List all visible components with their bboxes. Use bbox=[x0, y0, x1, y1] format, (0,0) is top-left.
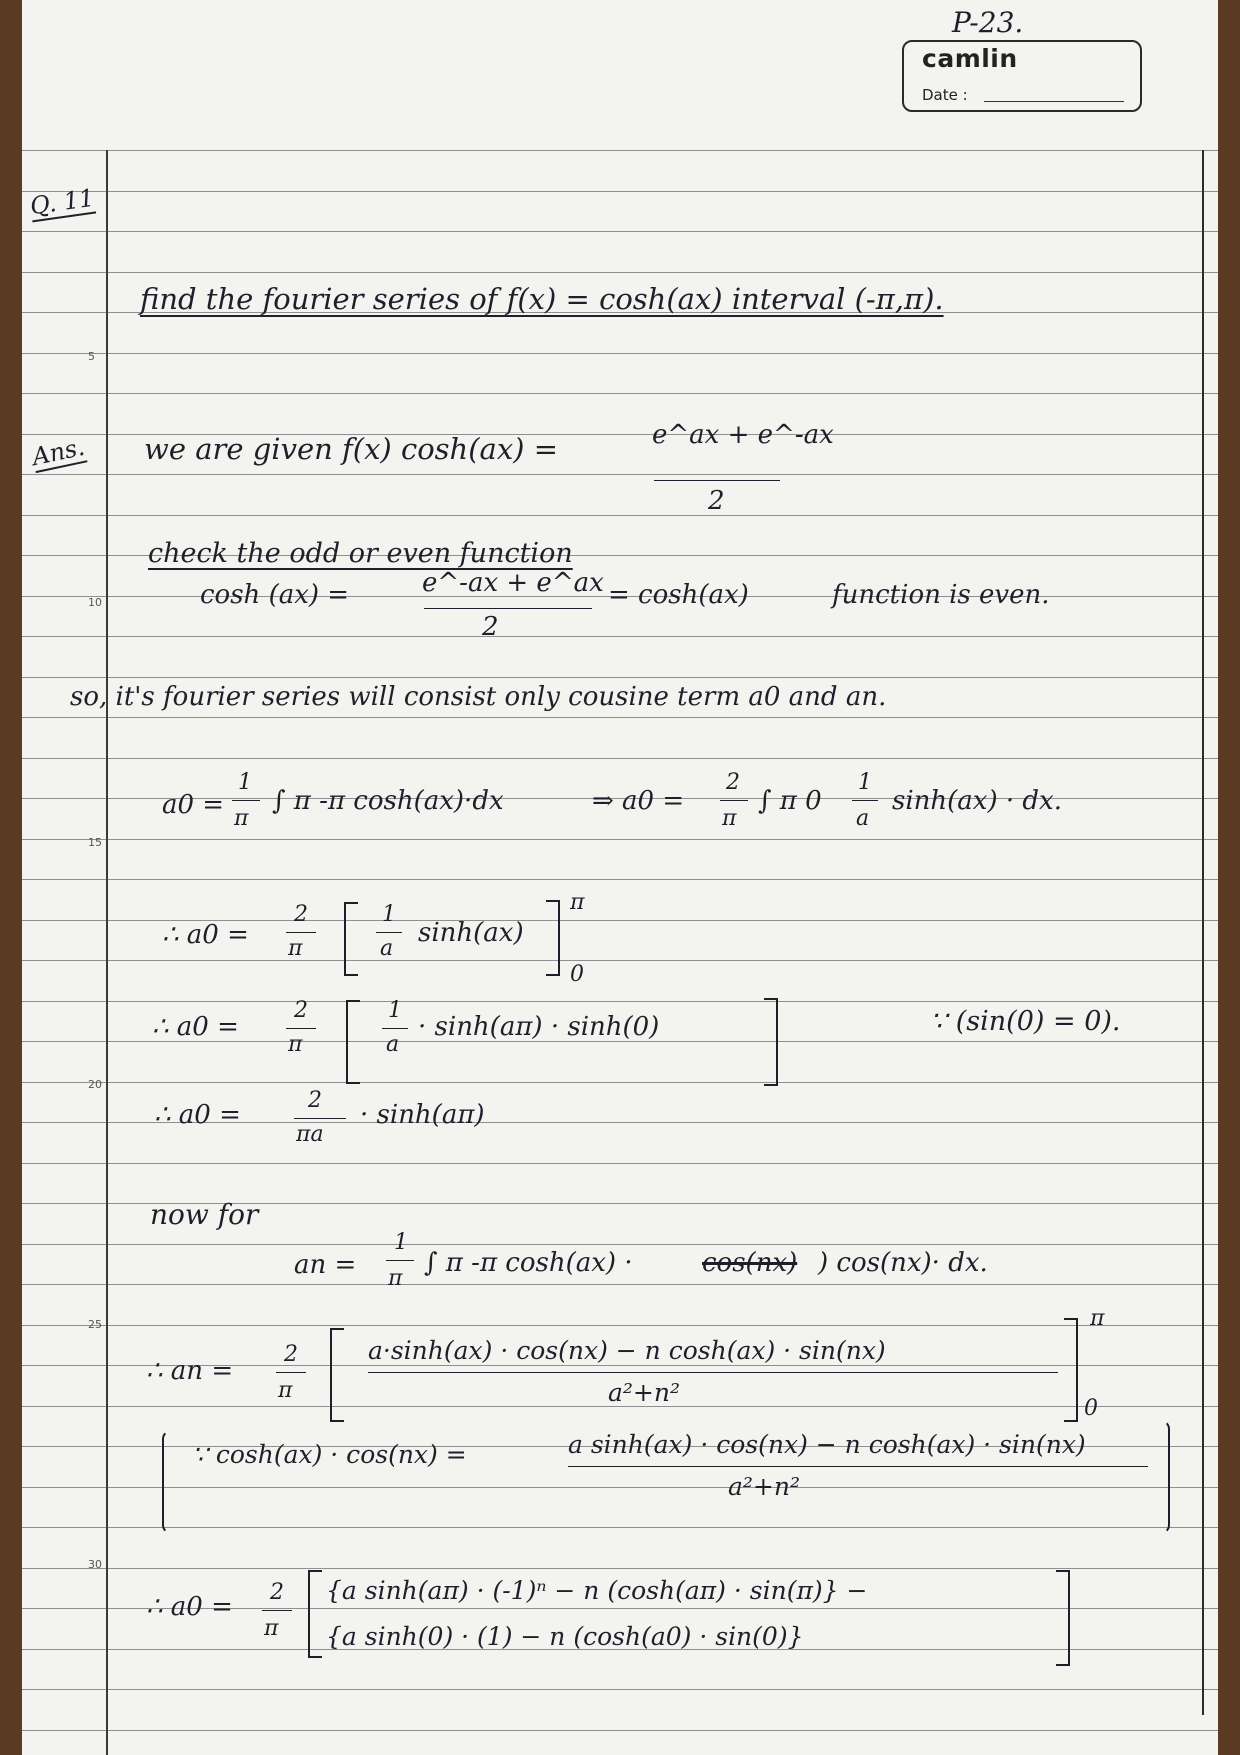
left-bracket bbox=[346, 1000, 360, 1084]
ruled-line bbox=[22, 1001, 1218, 1002]
fraction-bar bbox=[720, 800, 748, 801]
ruled-line bbox=[22, 839, 1218, 840]
step4-denominator: a²+n² bbox=[608, 1378, 680, 1407]
a0-def-frac3-num: 1 bbox=[858, 770, 872, 795]
an-frac-num: 1 bbox=[394, 1230, 408, 1255]
step3-lhs: ∴ a0 = bbox=[154, 1100, 241, 1130]
ruled-line bbox=[22, 717, 1218, 718]
step3-frac-den: πa bbox=[296, 1122, 324, 1147]
a0-def-integral2: ∫ π 0 bbox=[758, 786, 822, 816]
right-paren bbox=[1152, 1420, 1170, 1534]
ruled-line bbox=[22, 150, 1218, 151]
step2-inner-tail: · sinh(aπ) · sinh(0) bbox=[418, 1012, 660, 1042]
a0-def-integral: ∫ π -π cosh(ax)·dx bbox=[272, 786, 504, 816]
ruled-line bbox=[22, 393, 1218, 394]
ruled-line bbox=[22, 960, 1218, 961]
right-bracket bbox=[1056, 1570, 1070, 1666]
fraction-bar bbox=[294, 1118, 346, 1119]
fraction-bar bbox=[654, 480, 780, 481]
step2-inner-den: a bbox=[386, 1032, 400, 1057]
so-line: so, it's fourier series will consist only cousine term a0 and an. bbox=[70, 682, 887, 712]
step5-line1: {a sinh(aπ) · (-1)ⁿ − n (cosh(aπ) · sin(π)} − bbox=[326, 1576, 868, 1605]
step4-frac-den: π bbox=[278, 1378, 293, 1403]
note-lhs: ∵ cosh(ax) · cos(nx) = bbox=[192, 1440, 467, 1469]
cosh-lhs: cosh (ax) = bbox=[200, 580, 350, 610]
ruled-line bbox=[22, 353, 1218, 354]
step2-note: ∵ (sin(0) = 0). bbox=[930, 1006, 1121, 1037]
ruled-line bbox=[22, 1527, 1218, 1528]
fraction-bar bbox=[286, 1028, 316, 1029]
right-bracket bbox=[764, 998, 778, 1086]
left-bracket bbox=[344, 902, 358, 976]
margin-number: 25 bbox=[88, 1318, 102, 1331]
a0-def-frac2-den: π bbox=[722, 806, 737, 831]
step1-inner-num: 1 bbox=[382, 902, 396, 927]
step1-lhs: ∴ a0 = bbox=[162, 920, 249, 950]
ruled-line bbox=[22, 231, 1218, 232]
ruled-line bbox=[22, 1730, 1218, 1731]
step5-line2: {a sinh(0) · (1) − n (cosh(a0) · sin(0)} bbox=[326, 1622, 804, 1651]
step1-inner-tail: sinh(ax) bbox=[418, 918, 524, 948]
ruled-line bbox=[22, 758, 1218, 759]
margin-number: 30 bbox=[88, 1558, 102, 1571]
step4-lhs: ∴ an = bbox=[146, 1356, 234, 1386]
check-text: check the odd or even function bbox=[148, 538, 573, 569]
margin-number: 10 bbox=[88, 596, 102, 609]
note-numerator: a sinh(ax) · cos(nx) − n cosh(ax) · sin(nx) bbox=[568, 1430, 1086, 1459]
ruled-line bbox=[22, 1163, 1218, 1164]
note-denominator: a²+n² bbox=[728, 1472, 800, 1501]
fraction-bar bbox=[568, 1466, 1148, 1467]
given-denominator: 2 bbox=[708, 486, 725, 516]
a0-def-arrow: ⇒ a0 = bbox=[592, 786, 685, 816]
ruled-line bbox=[22, 1487, 1218, 1488]
cosh-numerator: e^-ax + e^ax bbox=[422, 568, 604, 598]
right-bracket bbox=[1064, 1318, 1078, 1422]
margin-number: 5 bbox=[88, 350, 95, 363]
ruled-line bbox=[22, 1689, 1218, 1690]
a0-def-frac-den: π bbox=[234, 806, 249, 831]
step5-lhs: ∴ a0 = bbox=[146, 1592, 233, 1622]
even-text: function is even. bbox=[832, 580, 1050, 610]
step1-lower-limit: 0 bbox=[570, 962, 584, 987]
now-for-text: now for bbox=[150, 1198, 259, 1231]
an-tail: ) cos(nx)· dx. bbox=[818, 1248, 988, 1278]
fraction-bar bbox=[852, 800, 878, 801]
step4-frac-num: 2 bbox=[284, 1342, 298, 1367]
an-struck-term: cos(nx) bbox=[702, 1248, 798, 1278]
left-paren bbox=[162, 1430, 180, 1534]
notebook-page bbox=[22, 0, 1218, 1755]
given-numerator: e^ax + e^-ax bbox=[652, 420, 834, 450]
step2-lhs: ∴ a0 = bbox=[152, 1012, 239, 1042]
step4-numerator: a·sinh(ax) · cos(nx) − n cosh(ax) · sin(nx) bbox=[368, 1336, 886, 1365]
page-edge-line bbox=[1202, 150, 1204, 1715]
ruled-line bbox=[22, 272, 1218, 273]
a0-def-frac2-num: 2 bbox=[726, 770, 740, 795]
left-bracket bbox=[308, 1570, 322, 1658]
answer-label: Ans. bbox=[29, 432, 88, 472]
step4-lower-limit: 0 bbox=[1084, 1396, 1098, 1421]
date-label: Date : bbox=[922, 86, 968, 104]
ruled-line bbox=[22, 1244, 1218, 1245]
margin-number: 20 bbox=[88, 1078, 102, 1091]
cosh-denominator: 2 bbox=[482, 612, 499, 642]
fraction-bar bbox=[376, 932, 402, 933]
ruled-line bbox=[22, 1568, 1218, 1569]
a0-def-frac3-den: a bbox=[856, 806, 870, 831]
left-bracket bbox=[330, 1328, 344, 1422]
an-frac-den: π bbox=[388, 1266, 403, 1291]
ruled-line bbox=[22, 879, 1218, 880]
step3-frac-num: 2 bbox=[308, 1088, 322, 1113]
margin-number: 15 bbox=[88, 836, 102, 849]
step3-tail: · sinh(aπ) bbox=[360, 1100, 485, 1130]
step1-frac-den: π bbox=[288, 936, 303, 961]
ruled-line bbox=[22, 191, 1218, 192]
step1-inner-den: a bbox=[380, 936, 394, 961]
a0-def-lhs: a0 = bbox=[162, 790, 225, 820]
an-integral: ∫ π -π cosh(ax) · bbox=[424, 1248, 633, 1278]
step1-frac-num: 2 bbox=[294, 902, 308, 927]
fraction-bar bbox=[386, 1260, 414, 1261]
a0-def-frac-num: 1 bbox=[238, 770, 252, 795]
cosh-rhs: = cosh(ax) bbox=[608, 580, 749, 610]
step2-frac-num: 2 bbox=[294, 998, 308, 1023]
ruled-line bbox=[22, 1082, 1218, 1083]
fraction-bar bbox=[232, 800, 260, 801]
fraction-bar bbox=[424, 608, 592, 609]
step5-frac-den: π bbox=[264, 1616, 279, 1641]
given-text: we are given f(x) cosh(ax) = bbox=[144, 432, 559, 466]
ruled-line bbox=[22, 636, 1218, 637]
ruled-line bbox=[22, 515, 1218, 516]
a0-def-tail: sinh(ax) · dx. bbox=[892, 786, 1062, 816]
fraction-bar bbox=[368, 1372, 1058, 1373]
step2-inner-num: 1 bbox=[388, 998, 402, 1023]
ruled-line bbox=[22, 474, 1218, 475]
page-number: P-23. bbox=[952, 6, 1024, 39]
an-lhs: an = bbox=[294, 1250, 357, 1280]
step4-upper-limit: π bbox=[1090, 1306, 1105, 1331]
ruled-line bbox=[22, 1325, 1218, 1326]
ruled-line bbox=[22, 1284, 1218, 1285]
step5-frac-num: 2 bbox=[270, 1580, 284, 1605]
date-line bbox=[984, 101, 1124, 102]
ruled-line bbox=[22, 677, 1218, 678]
fraction-bar bbox=[382, 1028, 408, 1029]
question-text: find the fourier series of f(x) = cosh(ax) interval (-π,π). bbox=[140, 282, 944, 316]
question-label: Q. 11 bbox=[28, 183, 96, 221]
fraction-bar bbox=[276, 1372, 306, 1373]
step2-frac-den: π bbox=[288, 1032, 303, 1057]
step1-upper-limit: π bbox=[570, 890, 585, 915]
fraction-bar bbox=[286, 932, 316, 933]
brand-logo: camlin bbox=[922, 44, 1018, 73]
fraction-bar bbox=[262, 1610, 292, 1611]
margin-line bbox=[106, 150, 108, 1755]
right-bracket bbox=[546, 900, 560, 976]
